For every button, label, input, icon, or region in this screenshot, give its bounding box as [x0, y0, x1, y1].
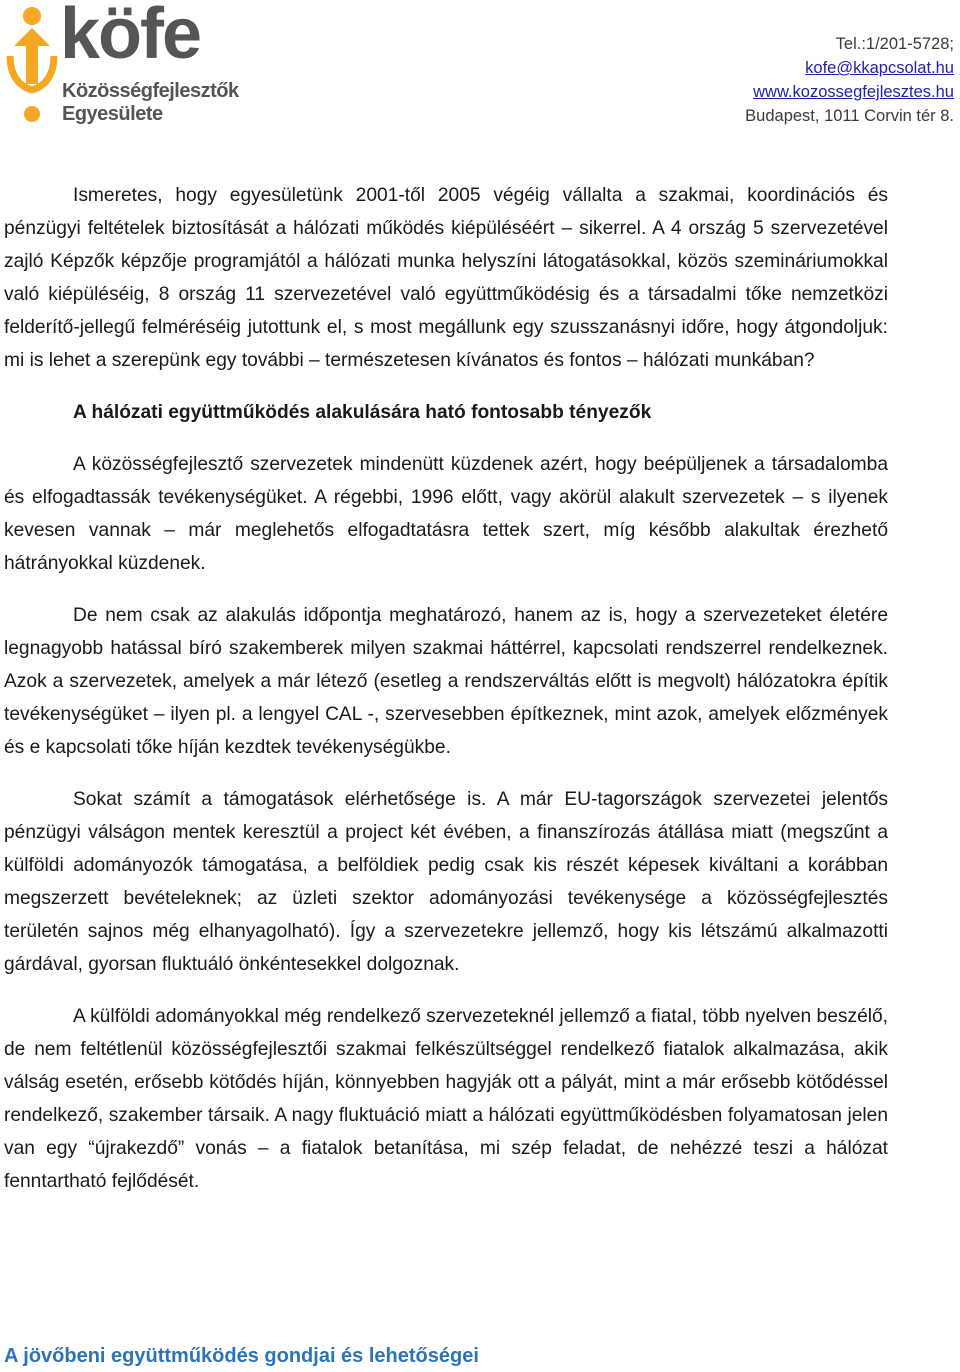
logo-wordmark: köfe [60, 0, 201, 74]
logo-line-1: Közösségfejlesztők [62, 80, 239, 102]
paragraph-5: A külföldi adományokkal még rendelkező szervezeteknél jellemző a fiatal, több nyelven beszélő, de nem feltétlenül közösségfejlesztői szakmai felkészültséggel rendelkező fiatalok alkalmazása, akik válság esetén, erősebb kötődés híján, könnyebben hagyják ott a pályát, mint a már erősebb kötődéssel rendelkező, szakember társaik. A nagy fluktuáció miatt a hálózati együttműködésben folyamatosan jelen van egy “újrakezdő” vonás – a fiatalok betanítása, mi szép feladat, de nehézzé teszi a hálózat fenntartható fejlődését. [4, 1006, 888, 1192]
page-header [0, 0, 960, 130]
next-section-title: A jövőbeni együttműködés gondjai és lehetőségei [4, 1345, 479, 1367]
paragraph-1: Ismeretes, hogy egyesületünk 2001-től 2005 végéig vállalta a szakmai, koordinációs és pénzügyi feltételek biztosítását a hálózati működés kiépüléséért – sikerrel. A 4 ország 5 szervezetével zajló Képzők képzője programjától a hálózati munka helyszíni látogatásokkal, közös szemináriumokkal való kiépüléséig, 8 ország 11 szervezetével való együttműködésig és a társadalmi tőke nemzetközi felderítő-jellegű felméréséig jutottunk el, s most megállunk egy szusszanásnyi időre, hogy átgondoljuk: mi is lehet a szerepünk egy további – természetesen kívánatos és fontos – hálózati munkában? [4, 185, 888, 371]
paragraph-4: Sokat számít a támogatások elérhetősége is. A már EU-tagországok szervezetei jelentős pénzügyi válságon mentek keresztül a project két évében, a finanszírozás átállása miatt (megszűnt a külföldi adományozók támogatása, a belföldiek pedig csak kis részét képesek kiváltani a korábban megszerzett bevételeknek; az üzleti szektor adományozási tevékenysége a közösségfejlesztés területén sajnos még elhanyagolható). Így a szervezetekre jellemző, hogy kis létszámú alkalmazotti gárdával, gyorsan fluktuáló önkéntesekkel dolgoznak. [4, 789, 888, 975]
contact-phone: Tel.:1/201-5728; [835, 35, 954, 53]
person-arrow-logo-icon [4, 4, 64, 126]
section-heading: A hálózati együttműködés alakulására ható fontosabb tényezők [73, 402, 652, 423]
document-body [4, 179, 888, 1198]
logo-line-2: Egyesülete [62, 103, 163, 125]
contact-web-link[interactable]: www.kozossegfejlesztes.hu [753, 83, 954, 101]
kofe-logo [4, 0, 239, 126]
contact-address: Budapest, 1011 Corvin tér 8. [745, 107, 954, 125]
paragraph-2: A közösségfejlesztő szervezetek mindenütt küzdenek azért, hogy beépüljenek a társadalomba és elfogadtassák tevékenységüket. A régebbi, 1996 előtt, vagy akörül alakult szervezetek – s ilyenek kevesen vannak – már meglehetős elfogadtatásra tettek szert, míg később alakultak érezhető hátrányokkal küzdenek. [4, 454, 888, 574]
paragraph-3: De nem csak az alakulás időpontja meghatározó, hanem az is, hogy a szervezeteket életére legnagyobb hatással bíró szakemberek milyen szakmai háttérrel, kapcsolati rendszerrel rendelkeznek. Azok a szervezetek, amelyek a már létező (esetleg a rendszerváltás előtt is megvolt) hálózatokra építik tevékenységüket – ilyen pl. a lengyel CAL -, szervesebben építkeznek, mint azok, amelyek előzmények és e kapcsolati tőke híján kezdtek tevékenységükbe. [4, 605, 888, 758]
contact-block [745, 32, 954, 128]
contact-email-link[interactable]: kofe@kkapcsolat.hu [805, 59, 954, 77]
